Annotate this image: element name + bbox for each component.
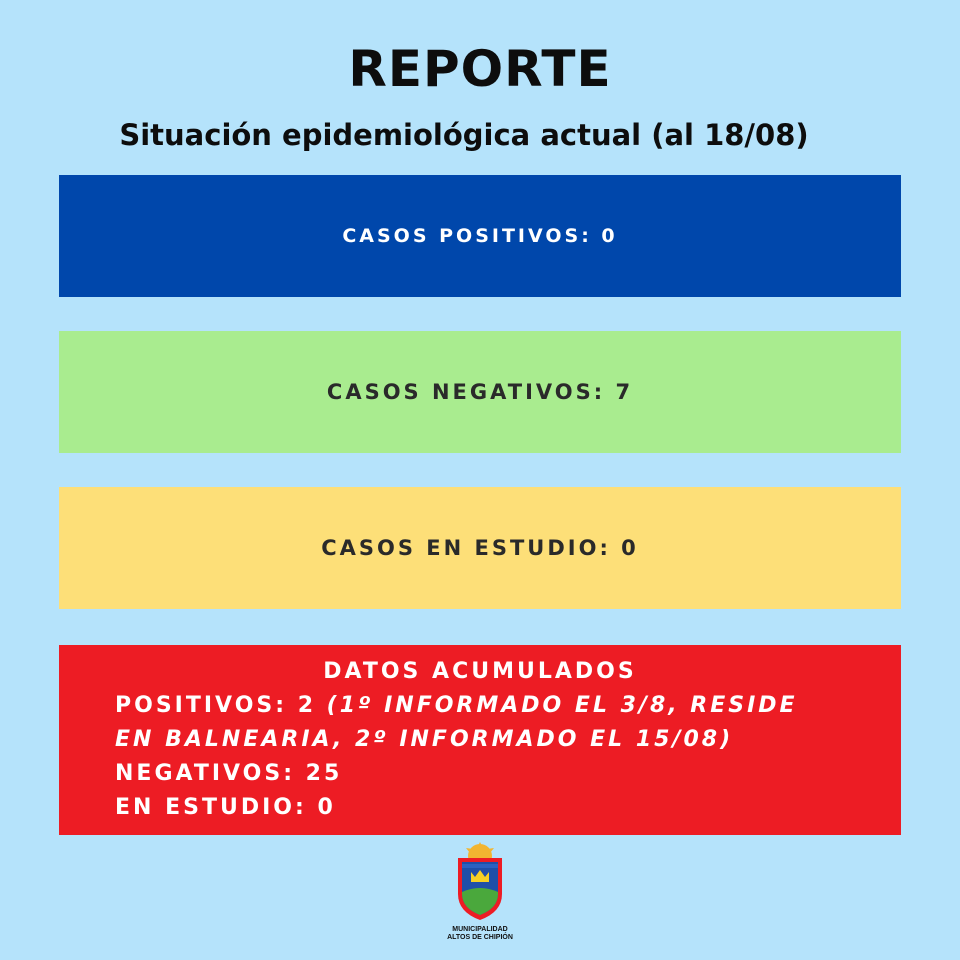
- logo-line-1: MUNICIPALIDAD: [452, 926, 508, 933]
- card-casos-negativos: [59, 331, 901, 453]
- card-datos-acumulados: [59, 645, 901, 835]
- municipal-shield-icon: [450, 842, 510, 922]
- casos-en-estudio-text: CASOS EN ESTUDIO: 0: [321, 536, 639, 560]
- acumulados-negativos: NEGATIVOS: 25: [115, 761, 343, 786]
- acumulados-positivos-detail-1: (1º INFORMADO EL 3/8, RESIDE: [326, 693, 798, 718]
- card-casos-en-estudio: [59, 487, 901, 609]
- logo-line-2: ALTOS DE CHIPIÓN: [447, 934, 513, 941]
- municipalidad-logo: [440, 842, 520, 954]
- card-casos-positivos: [59, 175, 901, 297]
- acumulados-positivos-line: [115, 689, 845, 723]
- acumulados-positivos-detail-2: EN BALNEARIA, 2º INFORMADO EL 15/08): [115, 727, 734, 752]
- acumulados-en-estudio: EN ESTUDIO: 0: [115, 795, 336, 820]
- acumulados-title: DATOS ACUMULADOS: [323, 659, 637, 684]
- page-subtitle: Situación epidemiológica actual (al 18/08): [119, 118, 809, 152]
- casos-positivos-text: CASOS POSITIVOS: 0: [342, 225, 618, 247]
- page-title: REPORTE: [348, 40, 612, 98]
- acumulados-positivos-label: POSITIVOS: 2: [115, 693, 316, 718]
- casos-negativos-text: CASOS NEGATIVOS: 7: [326, 380, 634, 404]
